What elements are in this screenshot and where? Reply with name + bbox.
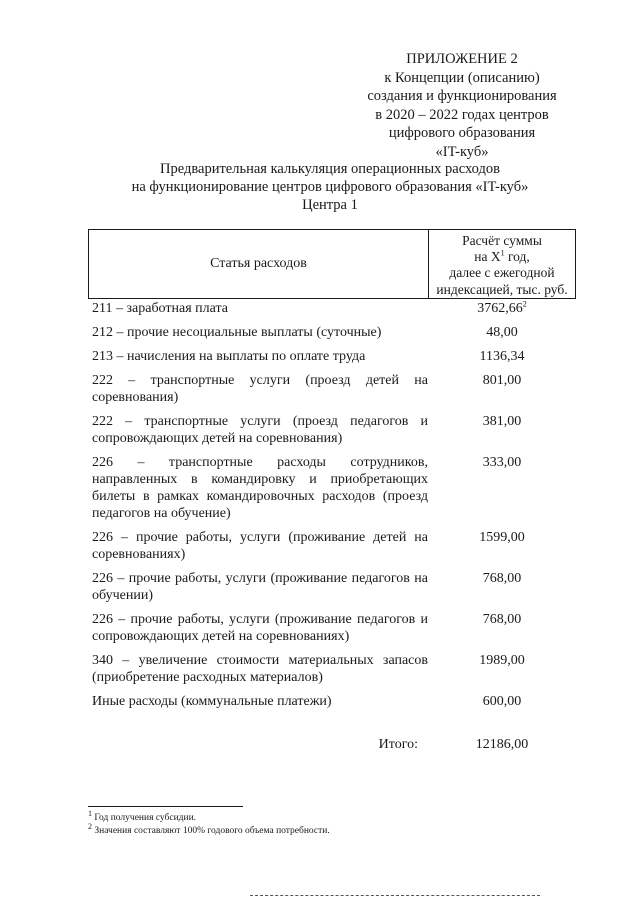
- table-row: [92, 570, 576, 604]
- row-value: [428, 300, 576, 317]
- table-row: [92, 454, 576, 522]
- row-value-text: 3762,66: [477, 301, 523, 316]
- heading-line: Предварительная калькуляция операционных расходов: [160, 161, 500, 177]
- appendix-block: [362, 50, 562, 161]
- table-row: [92, 611, 576, 645]
- appendix-line: создания и функционирования: [367, 88, 557, 104]
- row-label: 226 – транспортные расходы сотрудников, направленных в командировку и приобретающих билеты в рамках командировочных расходов (проезд педагогов на обучение): [92, 455, 428, 521]
- total-value: 12186,00: [475, 737, 529, 752]
- row-value: 1136,34: [479, 349, 525, 364]
- row-value: 801,00: [482, 373, 522, 388]
- table-header: [88, 229, 576, 299]
- row-label: 222 – транспортные услуги (проезд педагогов и сопровождающих детей на соревнования): [92, 414, 428, 446]
- row-value: 333,00: [482, 455, 522, 470]
- row-value: 768,00: [482, 571, 522, 586]
- total-label: Итого:: [378, 737, 418, 752]
- row-label: 212 – прочие несоциальные выплаты (суточные): [92, 325, 382, 340]
- footnote-mark: 2: [88, 821, 92, 831]
- row-label: 226 – прочие работы, услуги (проживание педагогов и сопровождающих детей на соревнованиях): [92, 612, 428, 644]
- row-label: 213 – начисления на выплаты по оплате труда: [92, 349, 366, 364]
- table-row: [92, 413, 576, 447]
- appendix-title: ПРИЛОЖЕНИЕ 2: [406, 51, 518, 67]
- table-row: [92, 300, 576, 317]
- table-row: [92, 652, 576, 686]
- table-row: [92, 693, 576, 710]
- footnote-2: [88, 821, 330, 838]
- appendix-line: «IT-куб»: [435, 143, 489, 160]
- footnote-1: [88, 808, 330, 825]
- row-value: 381,00: [482, 414, 522, 429]
- table-row: [92, 324, 576, 341]
- heading-line: Центра 1: [302, 197, 358, 213]
- row-label: Иные расходы (коммунальные платежи): [92, 694, 332, 709]
- appendix-line: цифрового образования: [388, 125, 536, 141]
- footnote-ref: 2: [522, 299, 527, 309]
- footnote-mark: 1: [88, 808, 92, 818]
- row-label: 340 – увеличение стоимости материальных запасов (приобретение расходных материалов): [92, 653, 428, 685]
- row-label: 226 – прочие работы, услуги (проживание детей на соревнованиях): [92, 530, 428, 562]
- footnote-text: Значения составляют 100% годового объема потребности.: [92, 826, 330, 836]
- document-heading: [80, 160, 580, 214]
- row-value: 768,00: [482, 612, 522, 627]
- row-value: 1989,00: [479, 653, 525, 668]
- table-row: [92, 372, 576, 406]
- footnotes: [88, 808, 330, 838]
- scan-edge-mark: [250, 895, 540, 896]
- appendix-line: в 2020 – 2022 годах центров: [375, 106, 549, 123]
- amount-header-line: Расчёт суммы: [462, 233, 542, 248]
- table-row: [92, 529, 576, 563]
- heading-line: на функционирование центров цифрового образования «IT-куб»: [131, 179, 529, 195]
- footnote-text: Год получения субсидии.: [92, 813, 197, 823]
- column-header-amount: [429, 230, 575, 298]
- row-label: 211 – заработная плата: [92, 301, 228, 316]
- footnote-divider: [88, 806, 243, 807]
- footnote-ref: 1: [500, 248, 505, 258]
- amount-header-line: индексацией, тыс. руб.: [436, 281, 568, 297]
- table-row: [92, 348, 576, 365]
- row-value: 1599,00: [479, 530, 525, 545]
- row-value: 600,00: [482, 694, 522, 709]
- amount-header-text: на X: [474, 249, 501, 265]
- amount-header-line: [429, 249, 575, 265]
- row-value: 48,00: [486, 325, 518, 340]
- expense-rows: [92, 300, 576, 717]
- appendix-line: к Концепции (описанию): [384, 69, 540, 86]
- row-label: 226 – прочие работы, услуги (проживание педагогов на обучении): [92, 571, 428, 603]
- total-row: [92, 737, 576, 753]
- row-label: 222 – транспортные услуги (проезд детей на соревнования): [92, 373, 428, 405]
- amount-header-line: далее с ежегодной: [449, 265, 555, 281]
- column-header-article: Статья расходов: [89, 230, 429, 298]
- amount-header-text: год,: [504, 249, 530, 265]
